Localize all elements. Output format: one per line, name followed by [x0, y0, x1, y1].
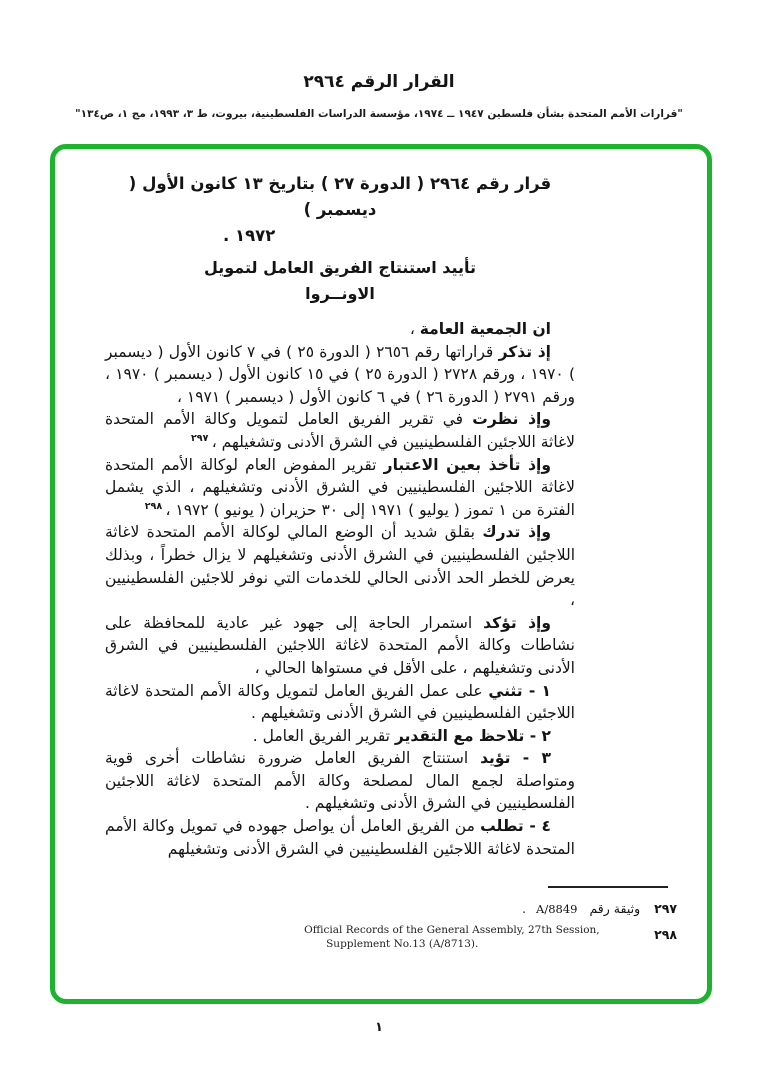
footnote-text: Official Records of the General Assembly, 27th Session, Supplement No.13 (A/8713). [304, 924, 600, 950]
resolution-subtitle-line2: الاونــروا [305, 284, 375, 303]
paragraph-number: ٣ - [510, 749, 551, 768]
resolution-title-line1: قرار رقم ٢٩٦٤ ( الدورة ٢٧ ) بتاريخ ١٣ كانون الأول ( ديسمبر ) [128, 174, 552, 219]
footnote-divider [548, 886, 668, 888]
paragraph-lead: وإذ نظرت [472, 410, 551, 429]
source-citation: "قرارات الأمم المتحدة بشأن فلسطين ١٩٤٧ ــ ١٩٧٤، مؤسسة الدراسات الفلسطينية، بيروت، ط ٣، ١٩٩٣، مج ١، ص١٣٤" [75, 108, 683, 120]
page-number: ١ [375, 1020, 383, 1035]
paragraph: إذ تذكر قراراتها رقم ٢٦٥٦ ( الدورة ٢٥ ) في ٧ كانون الأول ( ديسمبر ) ١٩٧٠ ، ورقم ٢٧٢٨ ( الدورة ٢٥ ) في ١٥ كانون الأول ( ديسمبر ) ١٩٧٠ ، ورقم ٢٧٩١ ( الدورة ٢٦ ) في ٦ كانون الأول ( ديسمبر ) ١٩٧١ ، [105, 342, 576, 406]
paragraph-lead: تلاحظ مع التقدير [394, 726, 525, 745]
paragraph: وإذ تؤكد استمرار الحاجة إلى جهود غير عادية للمحافظة على نشاطات وكالة الأمم المتحدة لاغاثة اللاجئين الفلسطينيين في الشرق الأدنى وتشغيلهم ، على الأقل في مستواها الحالي ، [105, 613, 575, 677]
resolution-title-line2: ١٩٧٢ . [223, 226, 276, 245]
footnote-ref: ٢٩٨ [144, 500, 166, 512]
paragraph-lead: إذ تذكر [498, 342, 551, 361]
paragraph-lead: ان الجمعية العامة [419, 320, 551, 338]
resolution-subtitle-line1: تأييد استنتاج الفريق العامل لتمويل [203, 258, 477, 277]
footnote-number: ٢٩٧ [654, 901, 677, 916]
resolution-content [105, 171, 575, 860]
footnote-doc-ref: A/8849 [536, 902, 578, 916]
paragraph: ٢ - تلاحظ مع التقدير تقرير الفريق العامل . [252, 726, 551, 745]
footnotes [55, 898, 677, 958]
footnote-text: وثيقة رقم [589, 901, 641, 916]
paragraph: وإذ تدرك بقلق شديد أن الوضع المالي لوكالة الأمم المتحدة لاغاثة اللاجئين الفلسطينيين في الشرق الأدنى وتشغيلهم لا يزال خطراً ، وبذلك يعرض للخطر الحد الأدنى الحالي للخدمات التي نوفر للاجئين الفلسطينيين ، [105, 523, 575, 610]
paragraph: وإذ نظرت في تقرير الفريق العامل لتمويل وكالة الأمم المتحدة لاغاثة اللاجئين الفلسطينيين في الشرق الأدنى وتشغيلهم ، $^{٢٩٧}$ [105, 410, 575, 451]
footnote-number: ٢٩٨ [654, 927, 677, 942]
footnote-suffix: . [522, 901, 531, 916]
paragraph: وإذ تأخذ بعين الاعتبار تقرير المفوض العام لوكالة الأمم المتحدة لاغاثة اللاجئين الفلسطينيين في الشرق الأدنى وتشغيلهم ، الذي يشمل الفترة من ١ تموز ( يوليو ) ١٩٧١ إلى ٣٠ حزيران ( يونيو ) ١٩٧٢ ، $^{٢٩٨}$ [105, 455, 575, 519]
paragraph-lead: وإذ تدرك [482, 523, 551, 542]
paragraph: ان الجمعية العامة ، [409, 320, 551, 338]
paragraph-number: ١ - [522, 681, 551, 700]
paragraph-lead: تطلب [480, 817, 524, 836]
footnote-ref: ٢٩٧ [191, 432, 212, 444]
footnote [55, 924, 677, 951]
resolution-body [105, 318, 575, 860]
paragraph: ١ - تثني على عمل الفريق العامل لتمويل وكالة الأمم المتحدة لاغاثة اللاجئين الفلسطينيين في الشرق الأدنى وتشغيلهم . [105, 681, 575, 723]
paragraph-lead: وإذ تؤكد [483, 613, 551, 632]
paragraph-lead: تثني [488, 681, 523, 700]
page-title: القرار الرقم ٢٩٦٤ [303, 72, 455, 92]
paragraph-number: ٢ - [524, 726, 551, 745]
paragraph-lead: وإذ تأخذ بعين الاعتبار [383, 455, 551, 474]
paragraph: ٤ - تطلب من الفريق العامل أن يواصل جهوده في تمويل وكالة الأمم المتحدة لاغاثة اللاجئين الفلسطينيين في الشرق الأدنى وتشغيلهم [105, 817, 575, 858]
paragraph-lead: تؤيد [480, 749, 511, 768]
paragraph-number: ٤ - [523, 817, 551, 836]
paragraph: ٣ - تؤيد استنتاج الفريق العامل ضرورة نشاطات أخرى قوية ومتواصلة لجمع المال لمصلحة وكالة الأمم المتحدة لاغاثة اللاجئين الفلسطينيين في الشرق الأدنى وتشغيلهم . [105, 749, 575, 813]
footnote [55, 898, 677, 917]
highlight-frame [50, 144, 712, 1004]
